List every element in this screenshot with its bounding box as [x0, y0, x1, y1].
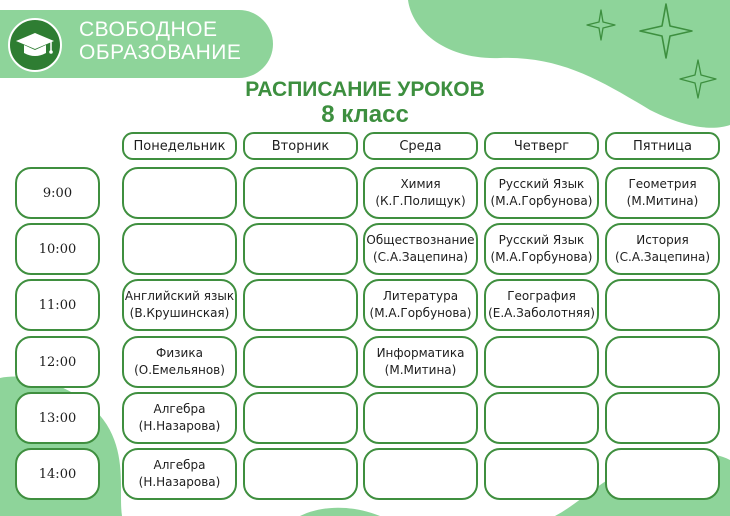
day-header: Пятница [605, 132, 720, 160]
lesson-subject: Английский язык [124, 289, 235, 303]
lesson-cell [363, 167, 478, 219]
lesson-cell [605, 167, 720, 219]
lesson-teacher: (М.А.Горбунова) [490, 250, 593, 264]
time-slot: 10:00 [15, 223, 100, 275]
lesson-cell [243, 448, 358, 500]
lesson-subject: Русский Язык [498, 177, 585, 191]
lesson-teacher: (М.Митина) [626, 194, 699, 208]
lesson-cell [122, 448, 237, 500]
lesson-cell [484, 279, 599, 331]
day-header: Понедельник [122, 132, 237, 160]
day-header: Среда [363, 132, 478, 160]
page-title: РАСПИСАНИЕ УРОКОВ [245, 78, 485, 101]
lesson-cell [363, 336, 478, 388]
lesson-cell [363, 223, 478, 275]
lesson-cell [122, 279, 237, 331]
lesson-subject: Обществознание [366, 233, 475, 247]
lesson-cell [484, 167, 599, 219]
lesson-cell [122, 392, 237, 444]
graduation-cap-icon [8, 18, 62, 72]
lesson-cell [122, 223, 237, 275]
lesson-cell [484, 448, 599, 500]
lesson-subject: Геометрия [628, 177, 697, 191]
lesson-cell [363, 392, 478, 444]
lesson-teacher: (О.Емельянов) [134, 363, 225, 377]
lesson-cell [605, 336, 720, 388]
lesson-subject: Литература [382, 289, 459, 303]
lesson-cell [605, 279, 720, 331]
lesson-teacher: (М.Митина) [384, 363, 457, 377]
lesson-cell [363, 279, 478, 331]
lesson-teacher: (Е.А.Заболотняя) [488, 306, 595, 320]
lesson-subject: География [507, 289, 576, 303]
brand-line-1: СВОБОДНОЕ [79, 18, 218, 41]
lesson-teacher: (В.Крушинская) [129, 306, 230, 320]
lesson-subject: Физика [156, 346, 203, 360]
day-header: Четверг [484, 132, 599, 160]
day-header: Вторник [243, 132, 358, 160]
lesson-teacher: (С.А.Зацепина) [614, 250, 711, 264]
lesson-cell [243, 279, 358, 331]
lesson-cell [484, 392, 599, 444]
lesson-cell [243, 392, 358, 444]
lesson-subject: Русский Язык [498, 233, 585, 247]
time-slot: 12:00 [15, 336, 100, 388]
time-slot: 9:00 [15, 167, 100, 219]
time-slot: 13:00 [15, 392, 100, 444]
lesson-cell [484, 336, 599, 388]
lesson-teacher: (С.А.Зацепина) [372, 250, 469, 264]
lesson-cell [605, 448, 720, 500]
lesson-cell [122, 167, 237, 219]
time-slot: 11:00 [15, 279, 100, 331]
lesson-cell [605, 392, 720, 444]
lesson-subject: История [636, 233, 689, 247]
lesson-cell [122, 336, 237, 388]
lesson-teacher: (М.А.Горбунова) [490, 194, 593, 208]
bottom-middle-blob [300, 508, 380, 516]
brand-name [79, 18, 241, 64]
lesson-teacher: (М.А.Горбунова) [369, 306, 472, 320]
lesson-teacher: (Н.Назарова) [138, 419, 221, 433]
lesson-cell [243, 167, 358, 219]
lesson-cell [484, 223, 599, 275]
lesson-subject: Алгебра [153, 458, 206, 472]
lesson-subject: Информатика [376, 346, 465, 360]
lesson-teacher: (К.Г.Полищук) [375, 194, 466, 208]
lesson-cell [605, 223, 720, 275]
lesson-subject: Алгебра [153, 402, 206, 416]
time-slot: 14:00 [15, 448, 100, 500]
lesson-teacher: (Н.Назарова) [138, 475, 221, 489]
lesson-cell [243, 336, 358, 388]
lesson-subject: Химия [400, 177, 441, 191]
lesson-cell [243, 223, 358, 275]
brand-line-2: ОБРАЗОВАНИЕ [79, 41, 242, 64]
page-subtitle: 8 класс [321, 101, 409, 128]
lesson-cell [363, 448, 478, 500]
